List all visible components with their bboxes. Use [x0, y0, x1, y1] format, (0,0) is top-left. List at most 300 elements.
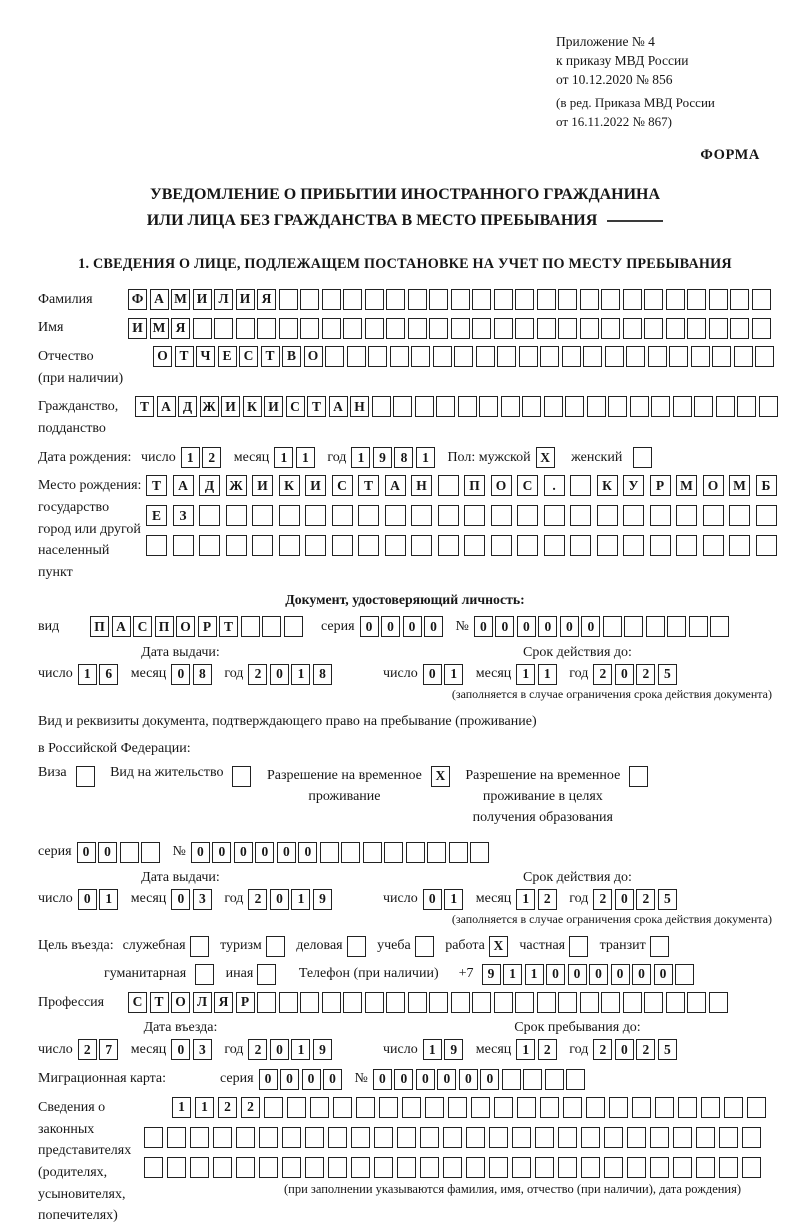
char-cell[interactable]: 3	[193, 1039, 212, 1060]
char-cell[interactable]	[759, 396, 778, 417]
char-cell[interactable]	[716, 396, 735, 417]
char-cell[interactable]	[466, 1157, 485, 1178]
char-cell[interactable]	[402, 1097, 421, 1118]
char-cell[interactable]	[279, 289, 298, 310]
char-cell[interactable]: 0	[212, 842, 231, 863]
char-cell[interactable]: 0	[171, 664, 190, 685]
char-cell[interactable]	[384, 842, 403, 863]
char-cell[interactable]	[343, 318, 362, 339]
char-cell[interactable]: М	[676, 475, 697, 496]
char-cell[interactable]	[322, 992, 341, 1013]
char-cell[interactable]	[411, 535, 432, 556]
char-cell[interactable]: Н	[350, 396, 369, 417]
char-cell[interactable]	[372, 396, 391, 417]
char-cell[interactable]	[569, 936, 588, 957]
char-cell[interactable]	[678, 1097, 697, 1118]
char-cell[interactable]	[190, 1157, 209, 1178]
char-cell[interactable]	[471, 1097, 490, 1118]
char-cell[interactable]	[752, 289, 771, 310]
char-cell[interactable]	[411, 346, 430, 367]
char-cell[interactable]: Е	[218, 346, 237, 367]
char-cell[interactable]: 2	[241, 1097, 260, 1118]
char-cell[interactable]: О	[171, 992, 190, 1013]
char-cell[interactable]: 8	[394, 447, 413, 468]
char-cell[interactable]: Т	[150, 992, 169, 1013]
char-cell[interactable]	[633, 447, 652, 468]
char-cell[interactable]	[365, 318, 384, 339]
char-cell[interactable]: 0	[437, 1069, 456, 1090]
char-cell[interactable]	[558, 1157, 577, 1178]
char-cell[interactable]	[436, 396, 455, 417]
char-cell[interactable]	[580, 992, 599, 1013]
char-cell[interactable]	[644, 992, 663, 1013]
char-cell[interactable]	[322, 289, 341, 310]
char-cell[interactable]: 1	[195, 1097, 214, 1118]
char-cell[interactable]	[604, 1127, 623, 1148]
char-cell[interactable]: И	[264, 396, 283, 417]
char-cell[interactable]: 0	[611, 964, 630, 985]
char-cell[interactable]: Л	[214, 289, 233, 310]
char-cell[interactable]	[466, 1127, 485, 1148]
char-cell[interactable]: П	[155, 616, 174, 637]
char-cell[interactable]: 0	[191, 842, 210, 863]
char-cell[interactable]: 2	[593, 889, 612, 910]
char-cell[interactable]	[494, 318, 513, 339]
char-cell[interactable]	[351, 1127, 370, 1148]
char-cell[interactable]	[310, 1097, 329, 1118]
char-cell[interactable]	[300, 318, 319, 339]
char-cell[interactable]: 0	[615, 664, 634, 685]
char-cell[interactable]	[365, 289, 384, 310]
char-cell[interactable]: С	[128, 992, 147, 1013]
char-cell[interactable]	[494, 289, 513, 310]
char-cell[interactable]: 0	[560, 616, 579, 637]
char-cell[interactable]: М	[171, 289, 190, 310]
char-cell[interactable]: И	[221, 396, 240, 417]
char-cell[interactable]	[535, 1127, 554, 1148]
char-cell[interactable]	[673, 1157, 692, 1178]
char-cell[interactable]: 0	[98, 842, 117, 863]
char-cell[interactable]: 1	[181, 447, 200, 468]
char-cell[interactable]	[144, 1157, 163, 1178]
char-cell[interactable]	[236, 1157, 255, 1178]
char-cell[interactable]	[491, 505, 512, 526]
char-cell[interactable]: М	[150, 318, 169, 339]
char-cell[interactable]	[390, 346, 409, 367]
char-cell[interactable]	[305, 1127, 324, 1148]
char-cell[interactable]	[580, 318, 599, 339]
char-cell[interactable]	[451, 992, 470, 1013]
char-cell[interactable]	[558, 289, 577, 310]
char-cell[interactable]	[257, 964, 276, 985]
char-cell[interactable]: 2	[593, 1039, 612, 1060]
char-cell[interactable]	[305, 505, 326, 526]
char-cell[interactable]: 9	[313, 1039, 332, 1060]
char-cell[interactable]	[190, 936, 209, 957]
char-cell[interactable]	[535, 1157, 554, 1178]
char-cell[interactable]: Ж	[226, 475, 247, 496]
char-cell[interactable]	[385, 535, 406, 556]
char-cell[interactable]: К	[597, 475, 618, 496]
char-cell[interactable]: 0	[546, 964, 565, 985]
char-cell[interactable]	[325, 346, 344, 367]
char-cell[interactable]	[512, 1157, 531, 1178]
char-cell[interactable]	[458, 396, 477, 417]
char-cell[interactable]	[632, 1097, 651, 1118]
char-cell[interactable]: 0	[403, 616, 422, 637]
char-cell[interactable]	[213, 1127, 232, 1148]
char-cell[interactable]: А	[385, 475, 406, 496]
char-cell[interactable]	[687, 289, 706, 310]
char-cell[interactable]	[604, 1157, 623, 1178]
char-cell[interactable]: 1	[172, 1097, 191, 1118]
char-cell[interactable]	[673, 396, 692, 417]
char-cell[interactable]	[365, 992, 384, 1013]
char-cell[interactable]	[623, 505, 644, 526]
char-cell[interactable]: К	[279, 475, 300, 496]
char-cell[interactable]: У	[623, 475, 644, 496]
char-cell[interactable]: 7	[99, 1039, 118, 1060]
char-cell[interactable]	[284, 616, 303, 637]
char-cell[interactable]	[141, 842, 160, 863]
char-cell[interactable]	[570, 505, 591, 526]
char-cell[interactable]	[609, 1097, 628, 1118]
char-cell[interactable]: Б	[756, 475, 777, 496]
char-cell[interactable]	[425, 1097, 444, 1118]
char-cell[interactable]	[650, 1157, 669, 1178]
char-cell[interactable]	[415, 936, 434, 957]
char-cell[interactable]	[214, 318, 233, 339]
char-cell[interactable]: 0	[171, 889, 190, 910]
char-cell[interactable]	[644, 318, 663, 339]
char-cell[interactable]: 2	[636, 889, 655, 910]
char-cell[interactable]: Т	[175, 346, 194, 367]
char-cell[interactable]: 9	[373, 447, 392, 468]
char-cell[interactable]	[537, 289, 556, 310]
char-cell[interactable]	[363, 842, 382, 863]
char-cell[interactable]: 1	[444, 889, 463, 910]
char-cell[interactable]	[562, 346, 581, 367]
char-cell[interactable]	[691, 346, 710, 367]
char-cell[interactable]	[252, 535, 273, 556]
char-cell[interactable]: 2	[218, 1097, 237, 1118]
char-cell[interactable]	[608, 396, 627, 417]
char-cell[interactable]	[497, 346, 516, 367]
char-cell[interactable]: И	[252, 475, 273, 496]
char-cell[interactable]	[226, 535, 247, 556]
char-cell[interactable]: 0	[277, 842, 296, 863]
char-cell[interactable]: 2	[248, 664, 267, 685]
char-cell[interactable]	[257, 992, 276, 1013]
char-cell[interactable]: С	[332, 475, 353, 496]
char-cell[interactable]: И	[193, 289, 212, 310]
char-cell[interactable]	[581, 1127, 600, 1148]
char-cell[interactable]	[262, 616, 281, 637]
char-cell[interactable]	[755, 346, 774, 367]
char-cell[interactable]	[719, 1127, 738, 1148]
char-cell[interactable]	[341, 842, 360, 863]
char-cell[interactable]: 2	[538, 889, 557, 910]
char-cell[interactable]	[266, 936, 285, 957]
char-cell[interactable]: 2	[78, 1039, 97, 1060]
char-cell[interactable]: 0	[589, 964, 608, 985]
char-cell[interactable]	[666, 992, 685, 1013]
char-cell[interactable]	[279, 992, 298, 1013]
char-cell[interactable]: 9	[444, 1039, 463, 1060]
char-cell[interactable]	[368, 346, 387, 367]
char-cell[interactable]	[491, 535, 512, 556]
char-cell[interactable]	[429, 318, 448, 339]
char-cell[interactable]: Р	[650, 475, 671, 496]
char-cell[interactable]	[420, 1127, 439, 1148]
char-cell[interactable]	[537, 992, 556, 1013]
char-cell[interactable]: 1	[416, 447, 435, 468]
char-cell[interactable]	[747, 1097, 766, 1118]
char-cell[interactable]	[558, 992, 577, 1013]
char-cell[interactable]: 1	[503, 964, 522, 985]
char-cell[interactable]	[167, 1127, 186, 1148]
char-cell[interactable]: И	[128, 318, 147, 339]
char-cell[interactable]	[601, 318, 620, 339]
char-cell[interactable]	[429, 289, 448, 310]
char-cell[interactable]: 2	[248, 889, 267, 910]
char-cell[interactable]: Ф	[128, 289, 147, 310]
char-cell[interactable]	[374, 1157, 393, 1178]
char-cell[interactable]	[501, 396, 520, 417]
char-cell[interactable]	[279, 505, 300, 526]
char-cell[interactable]	[443, 1157, 462, 1178]
char-cell[interactable]	[479, 396, 498, 417]
char-cell[interactable]: 0	[270, 664, 289, 685]
char-cell[interactable]	[343, 289, 362, 310]
char-cell[interactable]	[570, 475, 591, 496]
char-cell[interactable]: А	[173, 475, 194, 496]
char-cell[interactable]: Т	[146, 475, 167, 496]
char-cell[interactable]: Н	[411, 475, 432, 496]
char-cell[interactable]	[322, 318, 341, 339]
char-cell[interactable]: А	[329, 396, 348, 417]
char-cell[interactable]	[558, 1127, 577, 1148]
char-cell[interactable]	[583, 346, 602, 367]
char-cell[interactable]: 0	[416, 1069, 435, 1090]
char-cell[interactable]	[494, 992, 513, 1013]
char-cell[interactable]	[703, 505, 724, 526]
char-cell[interactable]	[601, 992, 620, 1013]
char-cell[interactable]: 0	[234, 842, 253, 863]
char-cell[interactable]: С	[517, 475, 538, 496]
char-cell[interactable]: В	[282, 346, 301, 367]
char-cell[interactable]	[282, 1157, 301, 1178]
char-cell[interactable]	[213, 1157, 232, 1178]
char-cell[interactable]: 1	[525, 964, 544, 985]
char-cell[interactable]	[305, 535, 326, 556]
char-cell[interactable]	[709, 318, 728, 339]
char-cell[interactable]	[624, 616, 643, 637]
char-cell[interactable]: Т	[219, 616, 238, 637]
char-cell[interactable]	[667, 616, 686, 637]
char-cell[interactable]	[415, 396, 434, 417]
char-cell[interactable]	[523, 1069, 542, 1090]
char-cell[interactable]: А	[112, 616, 131, 637]
char-cell[interactable]: 0	[495, 616, 514, 637]
char-cell[interactable]	[517, 1097, 536, 1118]
char-cell[interactable]	[464, 505, 485, 526]
char-cell[interactable]: И	[305, 475, 326, 496]
char-cell[interactable]	[502, 1069, 521, 1090]
char-cell[interactable]	[512, 1127, 531, 1148]
char-cell[interactable]: 0	[78, 889, 97, 910]
char-cell[interactable]: X	[489, 936, 508, 957]
char-cell[interactable]	[420, 1157, 439, 1178]
char-cell[interactable]	[629, 766, 648, 787]
char-cell[interactable]	[393, 396, 412, 417]
char-cell[interactable]: 0	[381, 616, 400, 637]
char-cell[interactable]	[408, 992, 427, 1013]
char-cell[interactable]: 0	[259, 1069, 278, 1090]
char-cell[interactable]: 0	[323, 1069, 342, 1090]
char-cell[interactable]: X	[431, 766, 450, 787]
char-cell[interactable]	[464, 535, 485, 556]
char-cell[interactable]	[689, 616, 708, 637]
char-cell[interactable]: 1	[99, 889, 118, 910]
char-cell[interactable]	[676, 535, 697, 556]
char-cell[interactable]	[343, 992, 362, 1013]
char-cell[interactable]	[519, 346, 538, 367]
char-cell[interactable]	[332, 505, 353, 526]
char-cell[interactable]: 0	[615, 889, 634, 910]
char-cell[interactable]	[259, 1127, 278, 1148]
char-cell[interactable]	[515, 992, 534, 1013]
char-cell[interactable]: 1	[538, 664, 557, 685]
char-cell[interactable]	[173, 535, 194, 556]
char-cell[interactable]	[433, 346, 452, 367]
char-cell[interactable]	[427, 842, 446, 863]
char-cell[interactable]	[411, 505, 432, 526]
char-cell[interactable]: О	[304, 346, 323, 367]
char-cell[interactable]: 5	[658, 889, 677, 910]
char-cell[interactable]	[730, 289, 749, 310]
char-cell[interactable]: М	[729, 475, 750, 496]
char-cell[interactable]	[742, 1157, 761, 1178]
char-cell[interactable]	[476, 346, 495, 367]
char-cell[interactable]: О	[491, 475, 512, 496]
char-cell[interactable]: 0	[255, 842, 274, 863]
char-cell[interactable]	[544, 535, 565, 556]
char-cell[interactable]: 0	[424, 616, 443, 637]
char-cell[interactable]	[226, 505, 247, 526]
char-cell[interactable]	[193, 318, 212, 339]
char-cell[interactable]: Р	[198, 616, 217, 637]
char-cell[interactable]: 0	[632, 964, 651, 985]
char-cell[interactable]	[651, 396, 670, 417]
char-cell[interactable]	[544, 396, 563, 417]
char-cell[interactable]: Т	[307, 396, 326, 417]
char-cell[interactable]: Т	[358, 475, 379, 496]
char-cell[interactable]	[489, 1127, 508, 1148]
char-cell[interactable]: С	[286, 396, 305, 417]
char-cell[interactable]: 1	[444, 664, 463, 685]
char-cell[interactable]	[347, 346, 366, 367]
char-cell[interactable]	[264, 1097, 283, 1118]
char-cell[interactable]	[710, 616, 729, 637]
char-cell[interactable]	[729, 535, 750, 556]
char-cell[interactable]: 0	[280, 1069, 299, 1090]
char-cell[interactable]: 0	[373, 1069, 392, 1090]
char-cell[interactable]: 6	[99, 664, 118, 685]
char-cell[interactable]: 9	[482, 964, 501, 985]
char-cell[interactable]	[669, 346, 688, 367]
char-cell[interactable]: 1	[516, 664, 535, 685]
char-cell[interactable]	[279, 535, 300, 556]
char-cell[interactable]	[328, 1127, 347, 1148]
char-cell[interactable]: 1	[78, 664, 97, 685]
char-cell[interactable]: 1	[291, 1039, 310, 1060]
char-cell[interactable]	[540, 346, 559, 367]
char-cell[interactable]: Т	[261, 346, 280, 367]
char-cell[interactable]	[287, 1097, 306, 1118]
char-cell[interactable]	[356, 1097, 375, 1118]
char-cell[interactable]	[522, 396, 541, 417]
char-cell[interactable]	[648, 346, 667, 367]
char-cell[interactable]	[517, 505, 538, 526]
char-cell[interactable]	[374, 1127, 393, 1148]
char-cell[interactable]: 0	[270, 1039, 289, 1060]
char-cell[interactable]	[709, 289, 728, 310]
char-cell[interactable]: О	[153, 346, 172, 367]
char-cell[interactable]: С	[239, 346, 258, 367]
char-cell[interactable]: Ж	[200, 396, 219, 417]
char-cell[interactable]	[489, 1157, 508, 1178]
char-cell[interactable]	[333, 1097, 352, 1118]
char-cell[interactable]	[597, 505, 618, 526]
char-cell[interactable]: 5	[658, 664, 677, 685]
char-cell[interactable]	[623, 289, 642, 310]
char-cell[interactable]: 0	[615, 1039, 634, 1060]
char-cell[interactable]	[438, 505, 459, 526]
char-cell[interactable]	[451, 318, 470, 339]
char-cell[interactable]	[566, 1069, 585, 1090]
char-cell[interactable]: Т	[135, 396, 154, 417]
char-cell[interactable]: 0	[394, 1069, 413, 1090]
char-cell[interactable]: Я	[257, 289, 276, 310]
char-cell[interactable]	[279, 318, 298, 339]
char-cell[interactable]: 0	[459, 1069, 478, 1090]
char-cell[interactable]: .	[544, 475, 565, 496]
char-cell[interactable]: З	[173, 505, 194, 526]
char-cell[interactable]: 0	[360, 616, 379, 637]
char-cell[interactable]: И	[236, 289, 255, 310]
char-cell[interactable]	[517, 535, 538, 556]
char-cell[interactable]	[694, 396, 713, 417]
char-cell[interactable]	[623, 535, 644, 556]
char-cell[interactable]	[195, 964, 214, 985]
char-cell[interactable]	[146, 535, 167, 556]
char-cell[interactable]	[515, 289, 534, 310]
char-cell[interactable]: 0	[270, 889, 289, 910]
char-cell[interactable]: 0	[654, 964, 673, 985]
char-cell[interactable]	[454, 346, 473, 367]
char-cell[interactable]	[351, 1157, 370, 1178]
char-cell[interactable]	[397, 1157, 416, 1178]
char-cell[interactable]	[320, 842, 339, 863]
char-cell[interactable]	[673, 1127, 692, 1148]
char-cell[interactable]	[558, 318, 577, 339]
char-cell[interactable]	[300, 289, 319, 310]
char-cell[interactable]	[742, 1127, 761, 1148]
char-cell[interactable]	[626, 346, 645, 367]
char-cell[interactable]	[451, 289, 470, 310]
char-cell[interactable]	[729, 505, 750, 526]
